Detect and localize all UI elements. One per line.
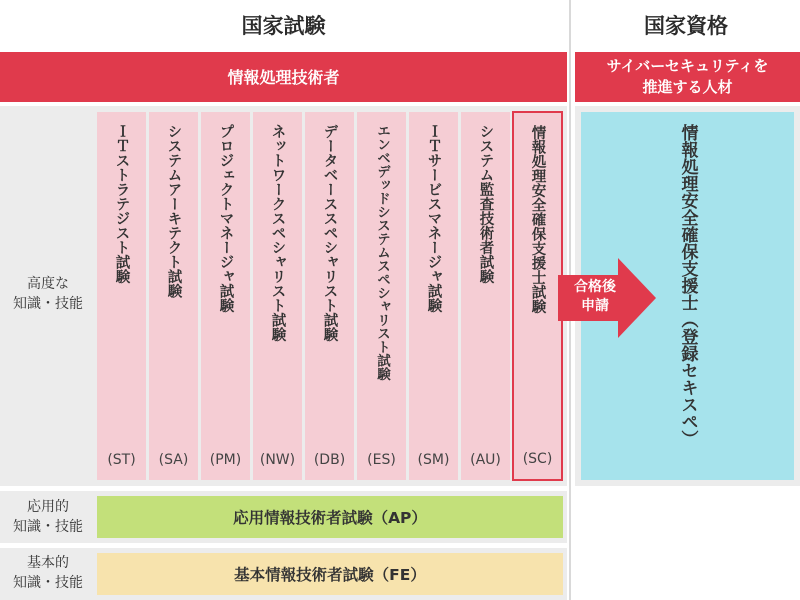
arrow-label (563, 278, 627, 316)
exam-abbr: (SM) (417, 452, 450, 468)
exam-name: システム監査技術者試験 (477, 124, 494, 284)
advanced-level-line2: 知識・技能 (13, 296, 83, 312)
exam-abbr: (PM) (209, 452, 242, 468)
exam-name: エンベデッドシステムスペシャリスト試験 (374, 124, 390, 381)
exam-name: データベーススペシャリスト試験 (321, 124, 338, 342)
basic-level-line1: 基本的 (27, 555, 69, 571)
arrow-label-line1: 合格後 (574, 279, 616, 295)
exam-column-nw (253, 112, 302, 480)
qualification-bar-line2: 推進する人材 (642, 78, 733, 96)
applied-level-label (0, 497, 96, 537)
exam-column-au (461, 112, 510, 480)
category-bar: 情報処理技術者 (0, 52, 567, 102)
exam-column-sc (512, 111, 563, 481)
exam-name: ＩＴストラテジスト試験 (113, 124, 130, 284)
exam-column-sm (409, 112, 458, 480)
advanced-level-label (0, 274, 96, 314)
exam-abbr: (SC) (522, 451, 553, 467)
exam-column-pm (201, 112, 250, 480)
qualification-bar-line1: サイバーセキュリティを (606, 57, 769, 75)
applied-level-line2: 知識・技能 (13, 519, 83, 535)
exam-abbr: (SA) (158, 452, 189, 468)
basic-exam-box: 基本情報技術者試験（FE） (97, 553, 563, 595)
exam-abbr: (NW) (259, 452, 296, 468)
exam-name: システムアーキテクト試験 (165, 124, 182, 298)
exam-column-db (305, 112, 354, 480)
qualification-name: 情報処理安全確保支援士（登録セキスペ） (677, 124, 698, 447)
exam-abbr: (AU) (470, 452, 501, 468)
applied-level-line1: 応用的 (27, 499, 69, 515)
exam-abbr: (ST) (107, 452, 136, 468)
exam-column-es (357, 112, 406, 480)
exam-abbr: (DB) (313, 452, 346, 468)
advanced-level-line1: 高度な (27, 276, 69, 292)
national-qualification-header: 国家資格 (644, 14, 728, 38)
exam-name: ＩＴサービスマネージャ試験 (425, 124, 442, 313)
exam-column-st (97, 112, 146, 480)
exam-abbr: (ES) (367, 452, 396, 468)
exam-name: プロジェクトマネージャ試験 (217, 124, 234, 313)
national-exam-header: 国家試験 (241, 14, 326, 38)
qualification-bar (575, 52, 800, 102)
applied-exam-box: 応用情報技術者試験（AP） (97, 496, 563, 538)
exam-column-sa (149, 112, 198, 480)
basic-level-label (0, 553, 96, 593)
exam-name: ネットワークスペシャリスト試験 (269, 124, 286, 342)
arrow-label-line2: 申請 (581, 298, 609, 314)
exam-name: 情報処理安全確保支援士試験 (529, 125, 546, 314)
basic-level-line2: 知識・技能 (13, 575, 83, 591)
